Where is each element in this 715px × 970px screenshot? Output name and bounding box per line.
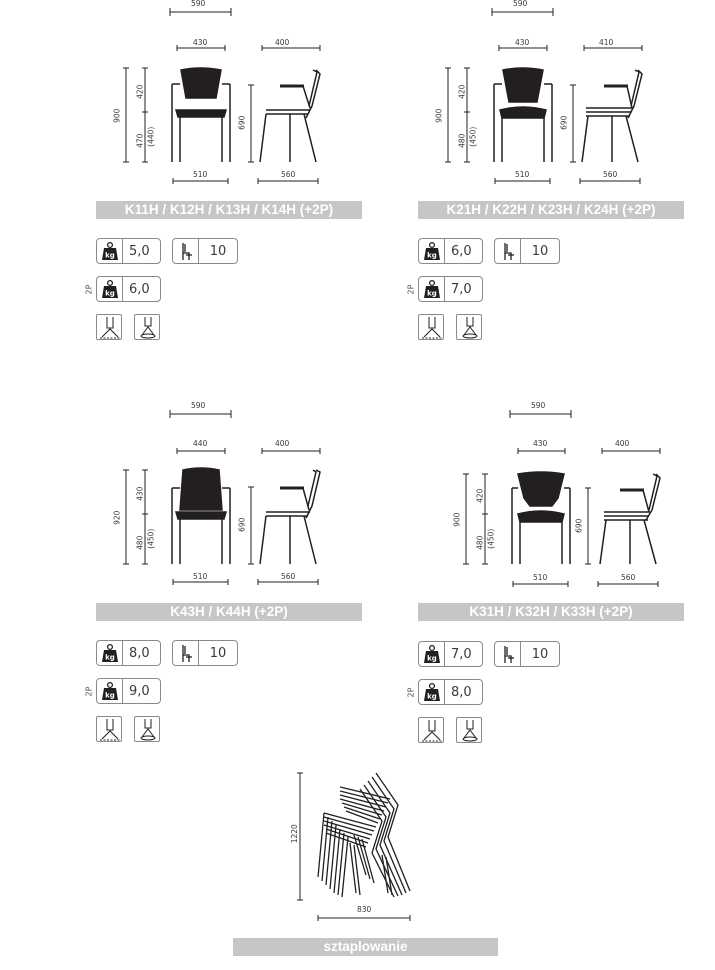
stacked-chair-icon	[495, 239, 521, 263]
svg-text:kg: kg	[104, 289, 115, 298]
dim-depth: 560	[281, 572, 296, 581]
tag-2p: 2P	[406, 284, 416, 295]
stacked-chair-icon	[495, 642, 521, 666]
stacked-chair-icon	[173, 239, 199, 263]
felt-glide-icon	[456, 314, 482, 340]
dim-depth: 560	[281, 170, 296, 179]
svg-text:kg: kg	[104, 653, 115, 662]
stacking-spec	[494, 238, 560, 264]
dim-total-width: 590	[191, 401, 206, 410]
stacking-label: sztaplowanie	[233, 938, 498, 956]
dim-seat-width: 430	[193, 38, 208, 47]
product-block-k11h	[0, 0, 360, 380]
chair-technical-drawing	[322, 402, 682, 602]
weight-value: 6,0	[451, 243, 472, 259]
dim-arm-height: 690	[237, 517, 247, 532]
weight-value: 8,0	[129, 645, 150, 661]
product-block-k31h	[322, 402, 682, 782]
stacked-chairs-drawing	[280, 765, 430, 925]
dim-seat-height: 480	[457, 133, 467, 148]
svg-text:kg: kg	[426, 251, 437, 260]
floor-glide-icon	[96, 716, 122, 742]
dim-depth: 560	[621, 573, 636, 582]
kg-weight-icon	[419, 680, 445, 704]
stack-count: 10	[209, 645, 227, 661]
floor-glide-icon	[418, 717, 444, 743]
dim-seat-height: 480	[135, 535, 145, 550]
model-title-bar: K43H / K44H (+2P)	[96, 603, 362, 621]
dim-height: 900	[434, 108, 444, 123]
dim-height: 920	[112, 510, 122, 525]
felt-glide-icon	[134, 314, 160, 340]
dim-total-width: 590	[191, 0, 206, 8]
dim-base-width: 510	[533, 573, 548, 582]
dim-base-width: 510	[515, 170, 530, 179]
tag-2p: 2P	[84, 686, 94, 697]
floor-glide-icon	[96, 314, 122, 340]
kg-weight-icon	[97, 239, 123, 263]
stack-count: 10	[531, 646, 549, 662]
tag-2p: 2P	[84, 284, 94, 295]
product-block-k43h	[0, 402, 360, 782]
weight-2p-spec	[418, 276, 483, 302]
chair-technical-drawing	[0, 402, 360, 602]
chair-technical-drawing	[0, 0, 360, 200]
dim-arm-height: 690	[574, 518, 584, 533]
kg-weight-icon	[419, 642, 445, 666]
dim-seat-height-alt: (450)	[146, 528, 156, 549]
felt-glide-icon	[134, 716, 160, 742]
kg-weight-icon	[419, 277, 445, 301]
weight-spec	[418, 641, 483, 667]
dim-arm-depth: 400	[275, 38, 290, 47]
stacking-spec	[494, 641, 560, 667]
kg-weight-icon	[97, 679, 123, 703]
dim-base-width: 510	[193, 170, 208, 179]
stack-count: 10	[209, 243, 227, 259]
dim-seat-width: 430	[533, 439, 548, 448]
weight-value: 7,0	[451, 646, 472, 662]
felt-glide-icon	[456, 717, 482, 743]
svg-text:kg: kg	[426, 692, 437, 701]
dim-seat-height: 480	[475, 535, 485, 550]
weight-value: 5,0	[129, 243, 150, 259]
dim-back-height: 420	[135, 84, 145, 99]
weight-2p-spec	[96, 276, 161, 302]
svg-text:kg: kg	[426, 289, 437, 298]
stacking-spec	[172, 238, 238, 264]
floor-glide-icon	[418, 314, 444, 340]
weight-2p-spec	[418, 679, 483, 705]
kg-weight-icon	[419, 239, 445, 263]
kg-weight-icon	[97, 641, 123, 665]
weight-2p-value: 7,0	[451, 281, 472, 297]
dim-arm-depth: 400	[615, 439, 630, 448]
weight-2p-value: 6,0	[129, 281, 150, 297]
weight-spec	[96, 238, 161, 264]
stacked-chair-icon	[173, 641, 199, 665]
dim-depth: 560	[603, 170, 618, 179]
svg-text:kg: kg	[104, 691, 115, 700]
dim-back-height: 420	[457, 84, 467, 99]
dim-arm-depth: 410	[599, 38, 614, 47]
tag-2p: 2P	[406, 687, 416, 698]
stacking-spec	[172, 640, 238, 666]
dim-stack-height: 1220	[289, 824, 299, 844]
stack-count: 10	[531, 243, 549, 259]
dim-seat-width: 440	[193, 439, 208, 448]
chair-technical-drawing	[322, 0, 682, 200]
dim-height: 900	[452, 512, 462, 527]
dim-seat-height: 470	[135, 133, 145, 148]
dim-back-height: 430	[135, 486, 145, 501]
weight-2p-value: 9,0	[129, 683, 150, 699]
product-block-k21h	[322, 0, 682, 380]
dim-seat-height-alt: (440)	[146, 126, 156, 147]
kg-weight-icon	[97, 277, 123, 301]
dim-arm-depth: 400	[275, 439, 290, 448]
svg-text:kg: kg	[426, 654, 437, 663]
weight-2p-value: 8,0	[451, 684, 472, 700]
dim-base-width: 510	[193, 572, 208, 581]
dim-total-width: 590	[513, 0, 528, 8]
dim-total-width: 590	[531, 401, 546, 410]
model-title-bar: K21H / K22H / K23H / K24H (+2P)	[418, 201, 684, 219]
dim-seat-height-alt: (450)	[486, 528, 496, 549]
dim-arm-height: 690	[559, 115, 569, 130]
dim-height: 900	[112, 108, 122, 123]
model-title-bar: K31H / K32H / K33H (+2P)	[418, 603, 684, 621]
dim-seat-height-alt: (450)	[468, 126, 478, 147]
svg-text:kg: kg	[104, 251, 115, 260]
weight-2p-spec	[96, 678, 161, 704]
weight-spec	[96, 640, 161, 666]
dim-arm-height: 690	[237, 115, 247, 130]
dim-back-height: 420	[475, 488, 485, 503]
weight-spec	[418, 238, 483, 264]
model-title-bar: K11H / K12H / K13H / K14H (+2P)	[96, 201, 362, 219]
dim-seat-width: 430	[515, 38, 530, 47]
dim-stack-width: 830	[357, 905, 372, 914]
